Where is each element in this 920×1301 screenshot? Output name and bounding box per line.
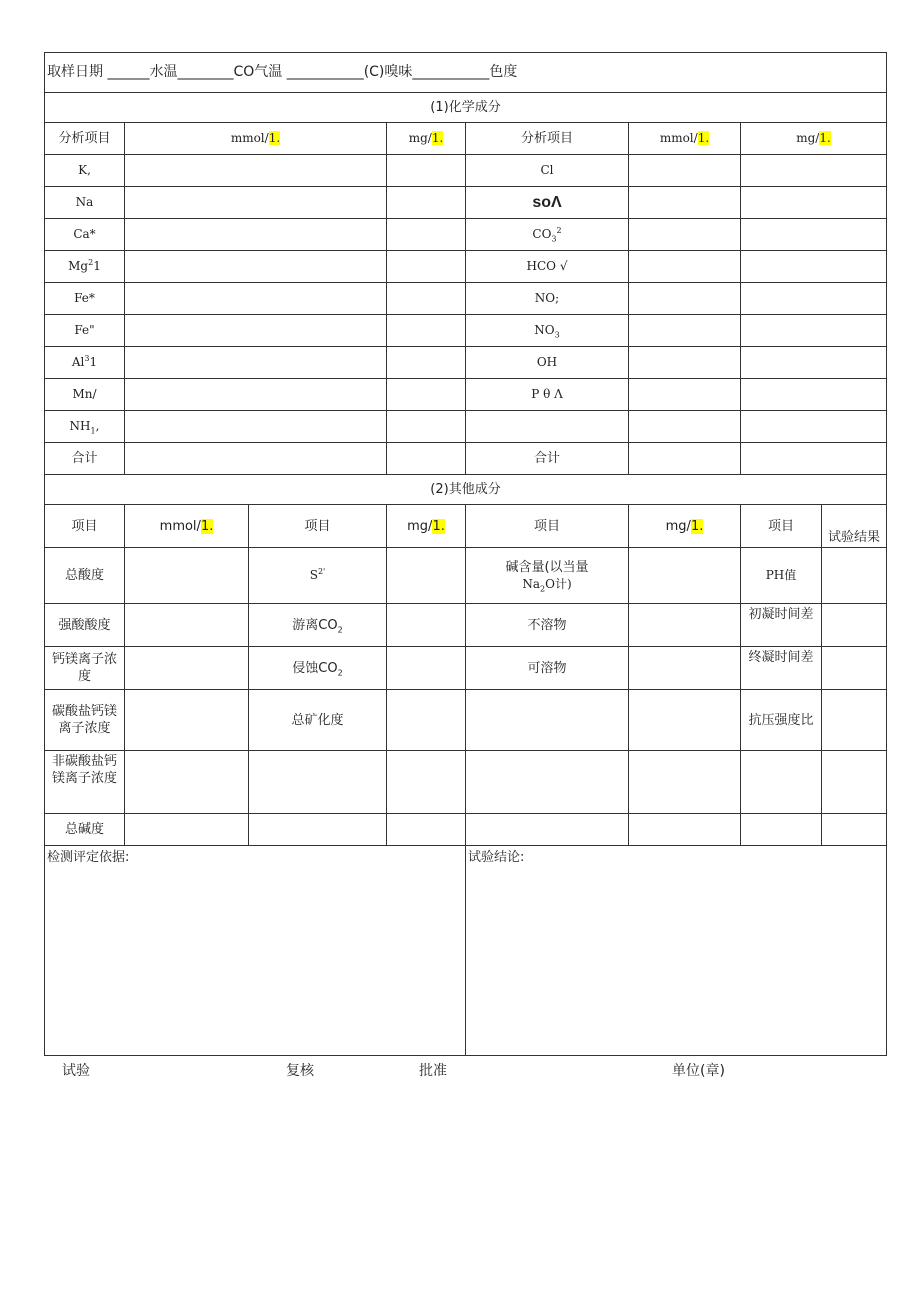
co3-sup: 2 [556, 226, 562, 235]
table-row [45, 548, 887, 604]
water-analysis-table [44, 52, 887, 1056]
co2-sub: 2 [337, 625, 343, 635]
value-cell[interactable] [629, 690, 741, 751]
value-cell[interactable] [629, 283, 741, 315]
value-cell[interactable] [125, 647, 249, 690]
section2-header-row [45, 505, 887, 548]
alkali-line2 [467, 576, 627, 593]
section1-header-row [45, 123, 887, 155]
no3-base: NO [534, 323, 555, 337]
value-cell[interactable] [466, 751, 629, 814]
col-header-mg-right [741, 123, 887, 155]
value-cell[interactable] [387, 251, 466, 283]
item-right [466, 219, 629, 251]
value-cell[interactable] [249, 814, 387, 846]
signature-approve: 批准 [419, 1063, 447, 1079]
col-header-item: 分析项目 [45, 123, 125, 155]
table-row [45, 751, 887, 814]
value-cell[interactable] [387, 690, 466, 751]
value-cell[interactable] [125, 690, 249, 751]
item-c1: 总酸度 [45, 548, 125, 604]
unit-mg: mg/ [796, 131, 820, 145]
basis-label: 检测评定依据: [47, 850, 130, 865]
table-row [45, 251, 887, 283]
value-cell[interactable] [387, 604, 466, 647]
value-cell[interactable] [822, 548, 887, 604]
value-cell[interactable] [741, 379, 887, 411]
value-cell[interactable] [387, 548, 466, 604]
unit-hl: 1. [200, 518, 214, 534]
table-row [45, 647, 887, 690]
item-c7: PH值 [741, 548, 822, 604]
value-cell[interactable] [629, 315, 741, 347]
value-cell[interactable] [387, 219, 466, 251]
table-row [45, 814, 887, 846]
value-cell[interactable] [629, 647, 741, 690]
item-c5: 可溶物 [466, 647, 629, 690]
mg-tail: 1 [93, 259, 101, 273]
item-c7: 初凝时间差 [741, 604, 822, 647]
item-c3 [249, 548, 387, 604]
value-cell[interactable] [629, 347, 741, 379]
conclusion-cell[interactable] [466, 846, 887, 1056]
value-cell[interactable] [125, 411, 387, 443]
s-sup: 2' [317, 567, 326, 576]
value-cell[interactable] [125, 155, 387, 187]
value-cell[interactable] [741, 315, 887, 347]
item-left [45, 347, 125, 379]
value-cell[interactable] [822, 690, 887, 751]
table-row [45, 219, 887, 251]
h-result: 试验结果 [822, 505, 887, 548]
value-cell[interactable] [125, 283, 387, 315]
item-left: Mn/ [45, 379, 125, 411]
unit-mmol: mmol/ [659, 131, 698, 145]
value-cell[interactable] [629, 548, 741, 604]
item-c3: 总矿化度 [249, 690, 387, 751]
item-left [45, 251, 125, 283]
value-cell[interactable] [387, 443, 466, 475]
value-cell[interactable] [125, 315, 387, 347]
conclusion-label: 试验结论: [468, 850, 525, 865]
h-mmol [125, 505, 249, 548]
unit-hl: 1. [431, 131, 444, 145]
value-cell[interactable] [125, 187, 387, 219]
value-cell[interactable] [629, 187, 741, 219]
value-cell[interactable] [387, 155, 466, 187]
value-cell[interactable] [466, 814, 629, 846]
unit-mmol: mmol/ [230, 131, 269, 145]
table-row [45, 187, 887, 219]
item-left: Fe" [45, 315, 125, 347]
value-cell[interactable] [387, 814, 466, 846]
item-c5 [466, 548, 629, 604]
value-cell[interactable] [822, 647, 887, 690]
signature-review: 复核 [286, 1063, 314, 1079]
value-cell[interactable] [822, 604, 887, 647]
table-row [45, 604, 887, 647]
item-left: K, [45, 155, 125, 187]
value-cell[interactable] [125, 548, 249, 604]
table-row [45, 690, 887, 751]
al-base: Al [71, 355, 85, 369]
item-c3 [249, 604, 387, 647]
al-sup: 3 [84, 354, 90, 363]
item-c3 [249, 647, 387, 690]
item-right: Cl [466, 155, 629, 187]
value-cell[interactable] [629, 379, 741, 411]
item-c7: 终凝时间差 [741, 647, 822, 690]
signature-test: 试验 [62, 1063, 90, 1079]
value-cell[interactable] [629, 604, 741, 647]
table-row [45, 347, 887, 379]
value-cell[interactable] [822, 814, 887, 846]
al-tail: 1 [89, 355, 98, 369]
col-header-mmol-right [629, 123, 741, 155]
value-cell[interactable] [822, 751, 887, 814]
item-c5: 不溶物 [466, 604, 629, 647]
report-form [44, 52, 886, 1056]
nh-sub: 1 [90, 426, 96, 436]
h-item: 项目 [466, 505, 629, 548]
value-cell[interactable] [741, 443, 887, 475]
na-tail: O计) [545, 576, 572, 591]
sampling-info-row [45, 53, 887, 93]
item-left: Ca* [45, 219, 125, 251]
no3-sub: 3 [554, 330, 560, 340]
nh-base: NH [69, 419, 91, 433]
h-item: 项目 [45, 505, 125, 548]
item-c7: 抗压强度比 [741, 690, 822, 751]
h-mg [629, 505, 741, 548]
s-base: S [309, 568, 318, 582]
item-right [466, 411, 629, 443]
table-row [45, 155, 887, 187]
value-cell[interactable] [249, 751, 387, 814]
value-cell[interactable] [387, 379, 466, 411]
value-cell[interactable] [741, 751, 822, 814]
value-cell[interactable] [387, 283, 466, 315]
value-cell[interactable] [125, 751, 249, 814]
value-cell[interactable] [741, 187, 887, 219]
section2-title: (2)其他成分 [45, 475, 887, 505]
h-mg-prefix: mg/ [665, 518, 691, 534]
unit-hl: 1. [697, 131, 710, 145]
unit-hl: 1. [819, 131, 831, 145]
item-right: NO; [466, 283, 629, 315]
na-sub: 2 [540, 583, 546, 593]
item-c1: 非碳酸盐钙镁离子浓度 [45, 751, 125, 814]
value-cell[interactable] [629, 219, 741, 251]
co3-sub: 3 [551, 234, 557, 244]
value-cell[interactable] [125, 347, 387, 379]
unit-hl: 1. [268, 131, 281, 145]
item-right-total: 合计 [466, 443, 629, 475]
erode-co2: 侵蚀CO [292, 660, 338, 676]
value-cell[interactable] [125, 219, 387, 251]
item-right [466, 315, 629, 347]
alkali-line1: 碱含量(以当量 [505, 559, 589, 575]
item-right: P θ Λ [466, 379, 629, 411]
col-header-mmol [125, 123, 387, 155]
table-row [45, 411, 887, 443]
item-left: Na [45, 187, 125, 219]
signature-unit: 单位(章) [672, 1063, 725, 1079]
value-cell[interactable] [387, 751, 466, 814]
mg-base: Mg [68, 259, 89, 273]
value-cell[interactable] [629, 411, 741, 443]
section1-title: (1)化学成分 [45, 93, 887, 123]
h-mg-prefix: mg/ [407, 518, 433, 534]
value-cell[interactable] [629, 155, 741, 187]
nh-tail: , [95, 419, 100, 433]
co3-base: CO [532, 227, 552, 241]
value-cell[interactable] [629, 251, 741, 283]
item-right: soΛ [466, 187, 629, 219]
value-cell[interactable] [466, 690, 629, 751]
h-item: 项目 [741, 505, 822, 548]
value-cell[interactable] [629, 443, 741, 475]
notes-row [45, 846, 887, 1056]
item-c1: 钙镁离子浓度 [45, 647, 125, 690]
value-cell[interactable] [125, 379, 387, 411]
unit-hl: 1. [432, 518, 445, 534]
item-left [45, 411, 125, 443]
col-header-item-right: 分析项目 [466, 123, 629, 155]
value-cell[interactable] [387, 647, 466, 690]
sampling-info: 取样日期 ______水温________CO气温 ___________(C)嗅味___________色度 [45, 53, 887, 93]
col-header-mg [387, 123, 466, 155]
table-row [45, 283, 887, 315]
item-c1: 强酸酸度 [45, 604, 125, 647]
value-cell[interactable] [387, 347, 466, 379]
value-cell[interactable] [741, 283, 887, 315]
value-cell[interactable] [741, 155, 887, 187]
na-base: Na [522, 576, 541, 591]
h-mg [387, 505, 466, 548]
value-cell[interactable] [125, 443, 387, 475]
total-row [45, 443, 887, 475]
co2-sub: 2 [337, 668, 343, 678]
value-cell[interactable] [387, 315, 466, 347]
value-cell[interactable] [629, 814, 741, 846]
value-cell[interactable] [629, 751, 741, 814]
value-cell[interactable] [125, 251, 387, 283]
section1-title-row [45, 93, 887, 123]
value-cell[interactable] [125, 604, 249, 647]
item-left-total: 合计 [45, 443, 125, 475]
table-row [45, 379, 887, 411]
item-right: HCO √ [466, 251, 629, 283]
h-item: 项目 [249, 505, 387, 548]
section2-title-row [45, 475, 887, 505]
basis-cell[interactable] [45, 846, 466, 1056]
value-cell[interactable] [741, 411, 887, 443]
unit-mg: mg/ [408, 131, 432, 145]
unit-hl: 1. [690, 518, 704, 534]
free-co2: 游离CO [292, 617, 338, 633]
item-left: Fe* [45, 283, 125, 315]
item-c1: 碳酸盐钙镁离子浓度 [45, 690, 125, 751]
mg-sup: 2 [88, 258, 94, 267]
table-row [45, 315, 887, 347]
value-cell[interactable] [387, 411, 466, 443]
value-cell[interactable] [741, 347, 887, 379]
value-cell[interactable] [741, 814, 822, 846]
value-cell[interactable] [741, 219, 887, 251]
h-mmol-prefix: mmol/ [159, 518, 201, 534]
item-c1: 总碱度 [45, 814, 125, 846]
value-cell[interactable] [125, 814, 249, 846]
value-cell[interactable] [741, 251, 887, 283]
value-cell[interactable] [387, 187, 466, 219]
item-right: OH [466, 347, 629, 379]
